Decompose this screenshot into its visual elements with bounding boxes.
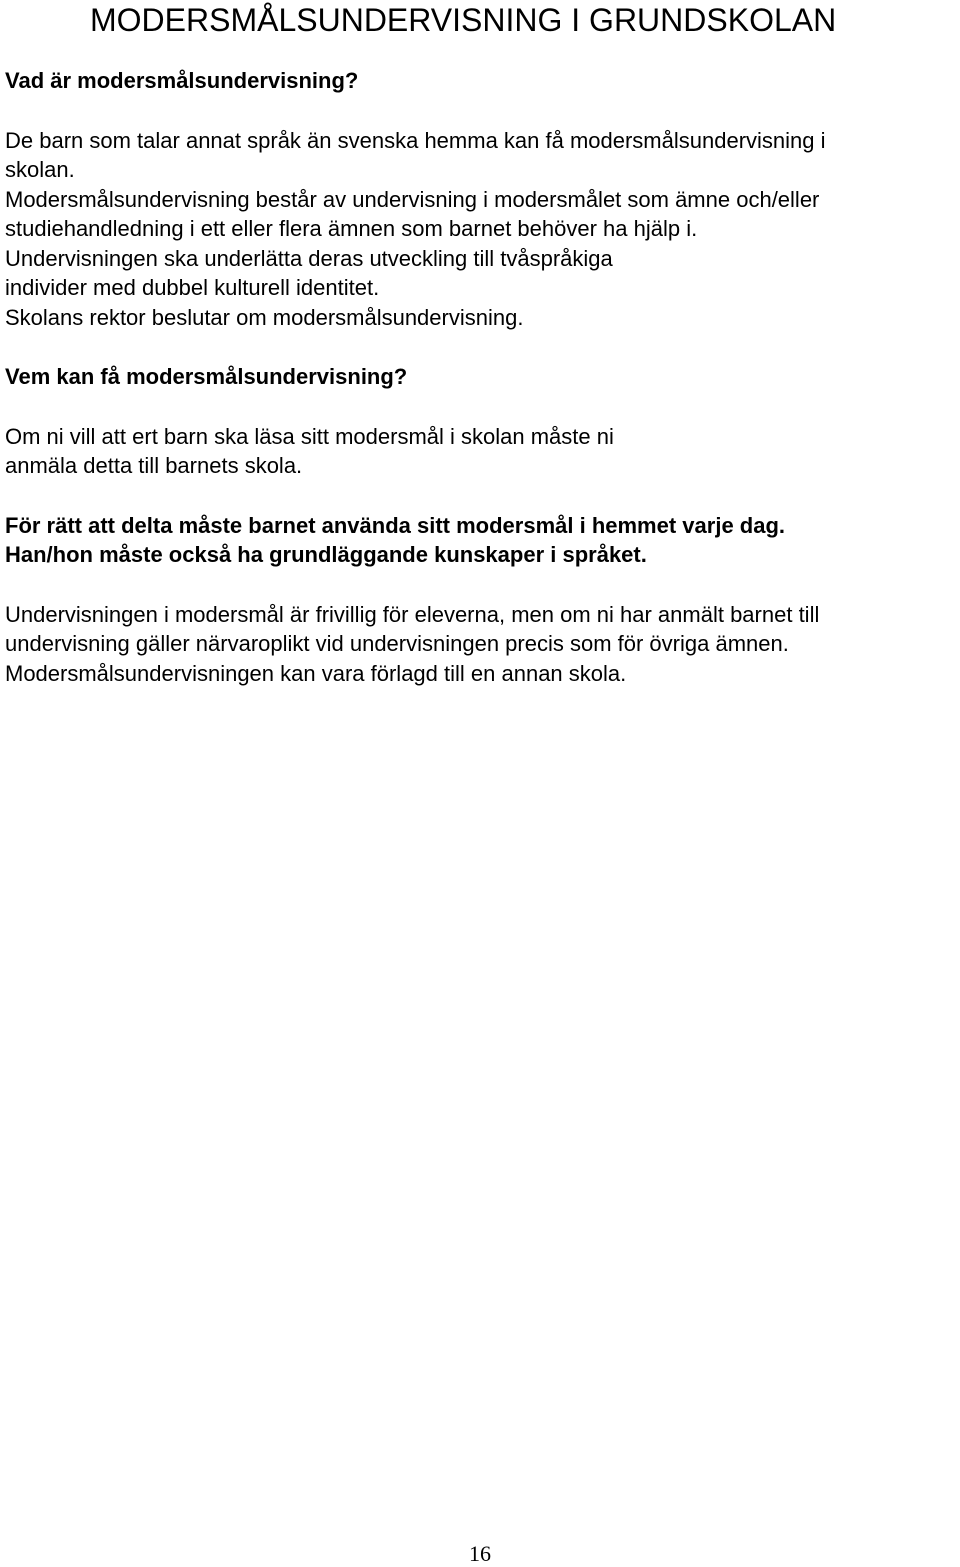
closing-paragraph: [5, 600, 955, 689]
text-line: Om ni vill att ert barn ska läsa sitt modersmål i skolan måste ni: [5, 423, 614, 449]
text-line: De barn som talar annat språk än svenska hemma kan få modersmålsundervisning i: [5, 127, 826, 153]
section-what-paragraph: [5, 126, 955, 333]
document-body: [5, 66, 955, 688]
paragraph-spacer: [5, 392, 955, 422]
paragraph-spacer: [5, 96, 955, 126]
page-number: 16: [469, 1541, 491, 1566]
text-line: studiehandledning i ett eller flera ämnen som barnet behöver ha hjälp i.: [5, 216, 698, 241]
text-line: individer med dubbel kulturell identitet.: [5, 275, 380, 300]
section-heading-what: Vad är modersmålsundervisning?: [5, 68, 359, 93]
paragraph-spacer: [5, 481, 955, 511]
text-line: Han/hon måste också ha grundläggande kunskaper i språket.: [5, 542, 647, 567]
text-line: Skolans rektor beslutar om modersmålsundervisning.: [5, 304, 524, 330]
section-heading-who: Vem kan få modersmålsundervisning?: [5, 364, 408, 389]
text-line: Modersmålsundervisningen kan vara förlagd till en annan skola.: [5, 660, 627, 686]
paragraph-spacer: [5, 570, 955, 600]
text-line: För rätt att delta måste barnet använda sitt modersmål i hemmet varje dag.: [5, 512, 786, 538]
requirements-paragraph: [5, 511, 955, 570]
text-line: undervisning gäller närvaroplikt vid undervisningen precis som för övriga ämnen.: [5, 631, 789, 656]
text-line: Undervisningen i modersmål är frivillig för eleverna, men om ni har anmält barnet till: [5, 601, 820, 627]
text-line: anmäla detta till barnets skola.: [5, 453, 303, 478]
text-line: Modersmålsundervisning består av undervisning i modersmålet som ämne och/eller: [5, 186, 820, 212]
text-line: Undervisningen ska underlätta deras utveckling till tvåspråkiga: [5, 245, 613, 271]
paragraph-spacer: [5, 332, 955, 362]
section-who-paragraph: [5, 422, 955, 481]
text-line: skolan.: [5, 157, 75, 182]
page-title: MODERSMÅLSUNDERVISNING I GRUNDSKOLAN: [90, 2, 837, 38]
